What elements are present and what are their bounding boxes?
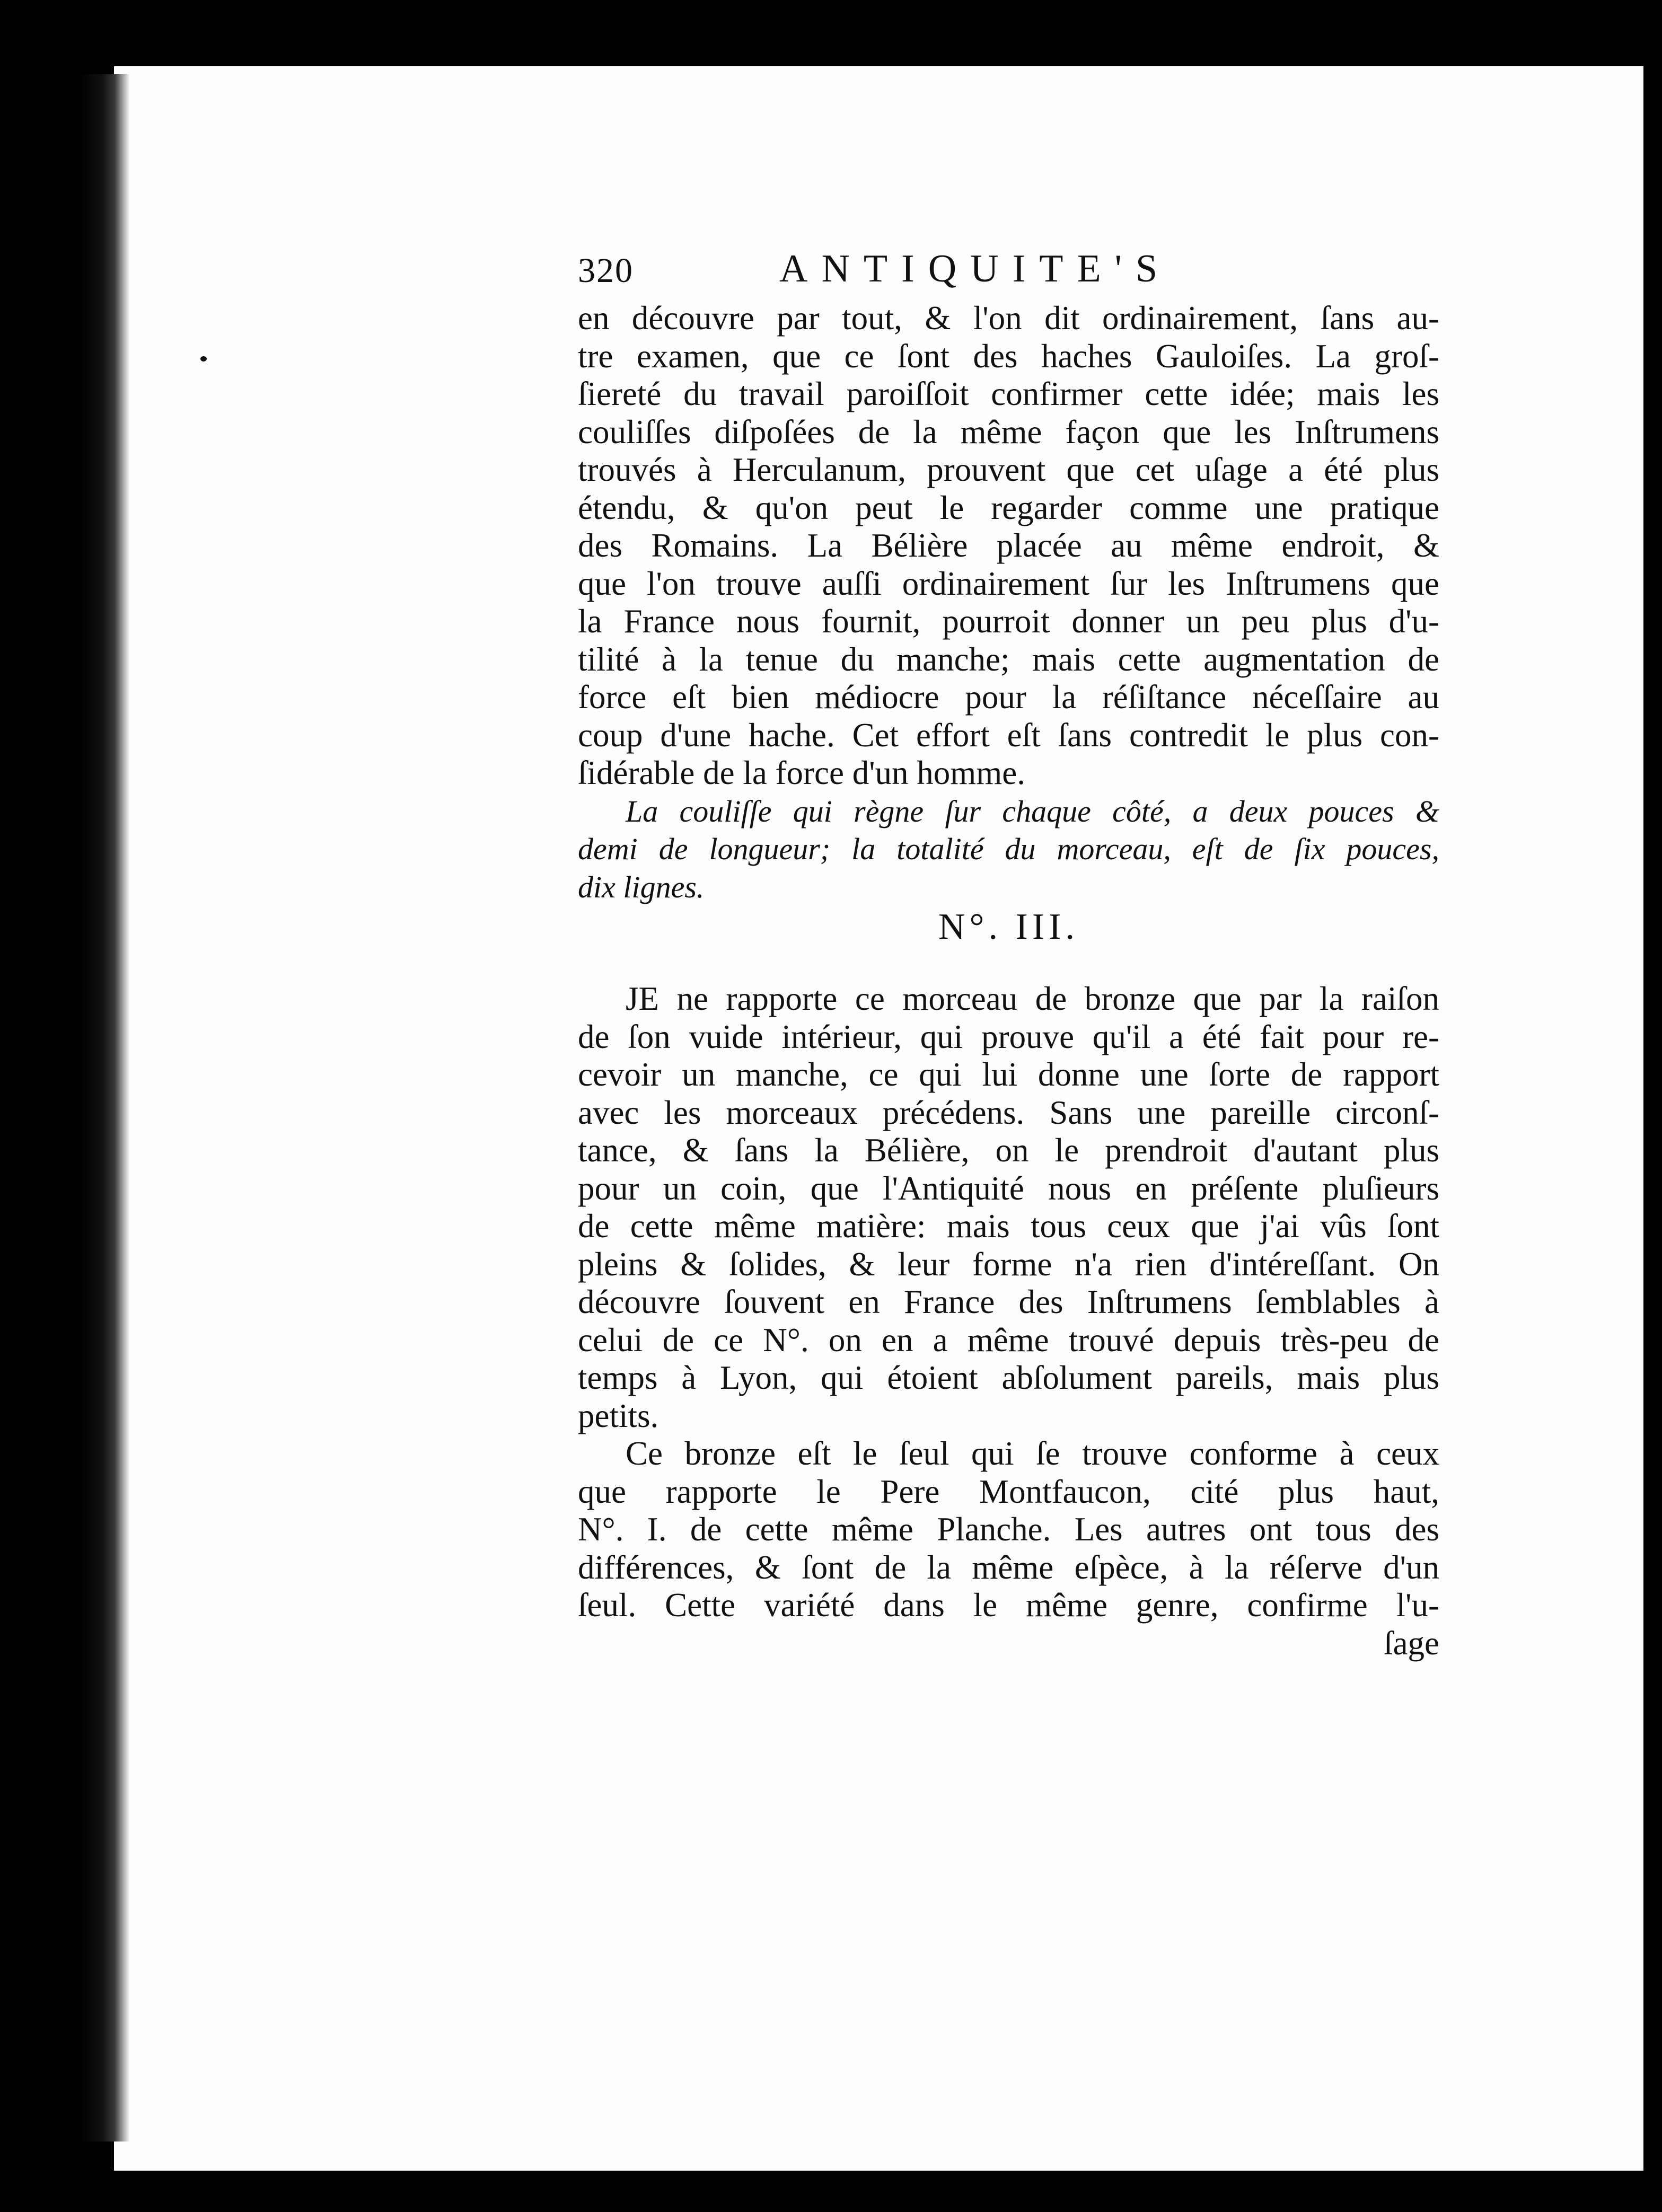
paragraph-2 [578, 980, 1439, 1435]
text-line: différences, & ſont de la même eſpèce, à la réſerve d'un [578, 1548, 1439, 1586]
page-text [578, 241, 1439, 1662]
page-number: 320 [578, 251, 634, 290]
text-line: découvre ſouvent en France des Inſtrumens ſemblables à [578, 1283, 1439, 1320]
text-line: pleins & ſolides, & leur forme n'a rien d'intéreſſant. On [578, 1245, 1439, 1283]
text-line: N°. I. de cette même Planche. Les autres ont tous des [578, 1511, 1439, 1548]
italic-line: La couliſſe qui règne ſur chaque côté, a deux pouces & [626, 794, 1439, 829]
text-line: pour un coin, que l'Antiquité nous en préſente pluſieurs [578, 1169, 1439, 1207]
text-line: cevoir un manche, ce qui lui donne une ſorte de rapport [578, 1056, 1439, 1093]
text-line: temps à Lyon, qui étoient abſolument pareils, mais plus [578, 1359, 1439, 1396]
text-line: coup d'une hache. Cet effort eſt ſans contredit le plus con- [578, 716, 1439, 754]
text-line: ſidérable de la force d'un homme. [578, 754, 1026, 791]
ink-speck [200, 356, 207, 362]
text-line: étendu, & qu'on peut le regarder comme une pratique [578, 489, 1439, 526]
text-line: force eſt bien médiocre pour la réſiſtance néceſſaire au [578, 678, 1439, 716]
paragraph-1 [578, 299, 1439, 792]
running-head: ANTIQUITE'S [779, 247, 1172, 290]
catchword: ſage [1384, 1624, 1439, 1662]
text-line: la France nous fournit, pourroit donner un peu plus d'u- [578, 603, 1439, 640]
text-line: Ce bronze eſt le ſeul qui ſe trouve conforme à ceux [626, 1435, 1439, 1472]
italic-line: dix lignes. [578, 869, 705, 904]
paragraph-3 [578, 1435, 1439, 1625]
text-line: petits. [578, 1397, 659, 1434]
text-line: tilité à la tenue du manche; mais cette augmentation de [578, 640, 1439, 678]
text-line: tance, & ſans la Bélière, on le prendroit d'autant plus [578, 1132, 1439, 1169]
text-line: tre examen, que ce ſont des haches Gauloiſes. La groſ- [578, 337, 1439, 375]
text-line: JE ne rapporte ce morceau de bronze que par la raiſon [626, 980, 1439, 1017]
text-line: que l'on trouve auſſi ordinairement ſur les Inſtrumens que [578, 565, 1439, 602]
text-line: des Romains. La Bélière placée au même endroit, & [578, 527, 1439, 564]
text-line: celui de ce N°. on en a même trouvé depuis très-peu de [578, 1321, 1439, 1359]
binding-shadow [80, 74, 130, 2142]
italic-line: demi de longueur; la totalité du morceau, eſt de ſix pouces, [578, 832, 1439, 866]
text-line: avec les morceaux précédens. Sans une pareille circonſ- [578, 1094, 1439, 1131]
page-header [578, 241, 1439, 299]
text-line: ſiereté du travail paroiſſoit confirmer cette idée; mais les [578, 375, 1439, 412]
section-heading: N°. III. [938, 906, 1079, 947]
italic-note [578, 792, 1439, 906]
text-line: couliſſes diſpoſées de la même façon que les Inſtrumens [578, 413, 1439, 451]
text-line: que rapporte le Pere Montfaucon, cité plus haut, [578, 1473, 1439, 1510]
text-line: ſeul. Cette variété dans le même genre, confirme l'u- [578, 1587, 1439, 1624]
text-line: trouvés à Herculanum, prouvent que cet uſage a été plus [578, 451, 1439, 488]
text-line: de cette même matière: mais tous ceux que j'ai vûs ſont [578, 1208, 1439, 1245]
text-line: de ſon vuide intérieur, qui prouve qu'il a été fait pour re- [578, 1018, 1439, 1055]
text-line: en découvre par tout, & l'on dit ordinairement, ſans au- [578, 299, 1439, 337]
